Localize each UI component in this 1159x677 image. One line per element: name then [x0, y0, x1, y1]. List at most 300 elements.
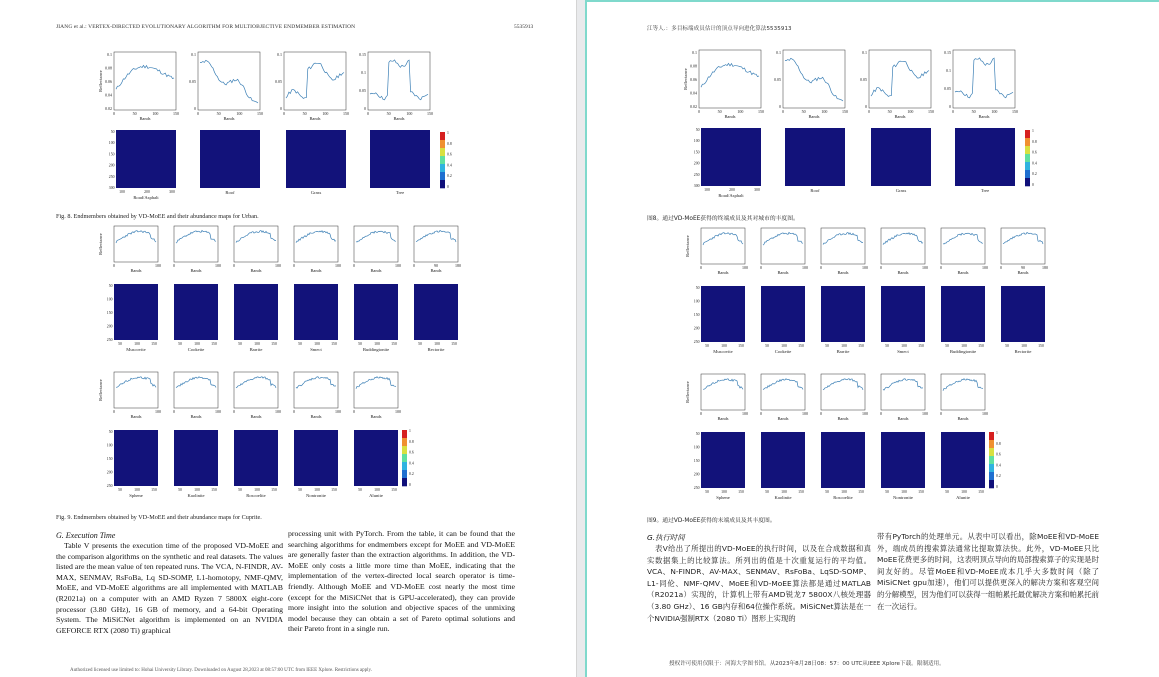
- tick-label: 150: [331, 342, 337, 346]
- x-axis-label: Bands: [430, 268, 442, 273]
- plot-frame: [174, 226, 218, 262]
- tick-label: 100: [907, 109, 914, 114]
- x-axis-label: Bands: [957, 416, 969, 421]
- tick-label: 50: [238, 342, 242, 346]
- endmember-label: Smect: [310, 347, 322, 352]
- x-axis-label: Bands: [370, 268, 382, 273]
- tick-label: 50: [238, 488, 242, 492]
- map-background: [294, 284, 338, 340]
- map-background: [174, 430, 218, 486]
- tick-label: 300: [693, 184, 700, 188]
- tick-label: 100: [106, 443, 113, 448]
- map-background: [701, 432, 745, 488]
- x-axis-label: Bands: [978, 114, 990, 119]
- tick-label: 50: [1005, 344, 1009, 348]
- plot-frame: [198, 52, 260, 110]
- spectrum-plot: [353, 226, 401, 273]
- endmember-label: Kaolinite: [774, 495, 792, 500]
- tick-label: 0.1: [361, 70, 366, 75]
- abundance-map: [200, 130, 260, 195]
- tick-label: 100: [961, 490, 967, 494]
- tick-label: 150: [151, 488, 157, 492]
- tick-label: 0: [782, 109, 784, 114]
- tick-label: 150: [798, 490, 804, 494]
- colorbar: [440, 131, 452, 189]
- tick-label: 0: [1000, 265, 1002, 270]
- colorbar-tick: 1: [1032, 129, 1034, 133]
- tick-label: 150: [858, 344, 864, 348]
- tick-label: 100: [821, 109, 828, 114]
- x-axis-label: Bands: [310, 414, 322, 419]
- endmember-label: Tree: [395, 190, 405, 195]
- endmember-label: Muscovite: [126, 347, 146, 352]
- page-number: 5535913: [514, 24, 534, 30]
- tick-label: 100: [737, 109, 744, 114]
- tick-label: 0: [700, 411, 702, 416]
- abundance-map: [107, 284, 158, 352]
- spectrum-plot: [189, 52, 263, 121]
- plot-frame: [114, 372, 158, 408]
- colorbar-tick: 0.2: [409, 472, 414, 477]
- colorbar-segment: [402, 430, 407, 438]
- plot-frame: [114, 226, 158, 262]
- plot-frame: [701, 374, 745, 410]
- tick-label: 50: [178, 342, 182, 346]
- colorbar-segment: [440, 148, 445, 156]
- tick-label: 150: [451, 342, 457, 346]
- x-axis-label: Bands: [130, 268, 142, 273]
- paragraph: 带有PyTorch的处理单元。从表中可以看出，除MoEE和VD-MoEE外，端成员的搜索算法通常比提取算法快。此外，VD-MoEE只比MoEE花费更多的时间，这表明顶点导向的局部搜索算子的实现是时间友好的。尽管MoEE和VD-MoEE成本几乎大多数时间（除了MiSiCNet gpu加速），他们可以提供更深入的解决方案和客观空间的分解模型，因为他们可以获得一组帕累托最优解决方案和帕累托前在一次运行。: [877, 532, 1099, 611]
- spectrum-plot: [293, 226, 341, 273]
- abundance-map: [354, 430, 398, 498]
- abundance-map: [370, 130, 430, 195]
- tick-label: 0: [280, 106, 282, 111]
- tick-label: 50: [108, 284, 113, 288]
- endmember-label: Road/Asphalt: [133, 195, 159, 200]
- abundance-map: [881, 286, 925, 354]
- translated-column-2: [877, 531, 1099, 612]
- tick-label: 0.04: [690, 90, 697, 96]
- y-axis-label: Reflectance: [98, 379, 103, 401]
- tick-label: 100: [922, 411, 928, 416]
- map-background: [941, 286, 985, 342]
- x-axis-label: Bands: [724, 114, 736, 119]
- tick-label: 50: [118, 488, 122, 492]
- plot-frame: [234, 372, 278, 408]
- plot-frame: [941, 228, 985, 264]
- tick-label: 100: [961, 344, 967, 348]
- y-axis-label: Reflectance: [683, 68, 688, 90]
- tick-label: 300: [108, 186, 115, 190]
- map-background: [116, 130, 176, 188]
- tick-label: 0: [173, 263, 175, 268]
- x-axis-label: Bands: [777, 270, 789, 275]
- colorbar-segment: [440, 164, 445, 172]
- spectrum-plot: [233, 372, 281, 419]
- spectrum-plot: [820, 374, 868, 421]
- tick-label: 100: [322, 111, 329, 116]
- plot-frame: [114, 52, 176, 110]
- tick-label: 200: [729, 188, 735, 192]
- spectrum-plot: [760, 374, 808, 421]
- spectrum-plot: [860, 50, 934, 119]
- tick-label: 50: [108, 430, 113, 434]
- map-background: [955, 128, 1015, 186]
- tick-label: 150: [928, 109, 934, 114]
- map-background: [370, 130, 430, 188]
- section-title: G. Execution Time: [56, 531, 116, 540]
- spectrum-plot: [820, 228, 868, 275]
- tick-label: 0.1: [946, 68, 951, 73]
- map-background: [114, 430, 158, 486]
- colorbar-segment: [402, 438, 407, 446]
- tick-label: 0.06: [690, 77, 697, 82]
- tick-label: 100: [693, 139, 700, 144]
- endmember-label: Road/Asphalt: [718, 193, 744, 198]
- tick-label: 100: [742, 265, 748, 270]
- x-axis-label: Bands: [139, 116, 151, 121]
- tick-label: 150: [427, 111, 433, 116]
- tick-label: 100: [862, 411, 868, 416]
- abundance-map: [761, 432, 805, 500]
- tick-label: 50: [110, 130, 115, 134]
- plot-frame: [761, 228, 805, 264]
- endmember-label: Nontronite: [306, 493, 326, 498]
- x-axis-label: Bands: [1017, 270, 1029, 275]
- tick-label: 100: [335, 409, 341, 414]
- spectrum-plot: [944, 50, 1018, 119]
- map-background: [234, 430, 278, 486]
- translated-figure-8-caption: 图8。通过VD-MoEE获得的终端成员及其对城市的丰度图。: [647, 216, 799, 222]
- tick-label: 150: [391, 488, 397, 492]
- colorbar-tick: 0.8: [1032, 139, 1037, 144]
- abundance-map: [871, 128, 931, 193]
- endmember-label: Nontronite: [893, 495, 913, 500]
- colorbar-segment: [402, 462, 407, 470]
- tick-label: 100: [395, 263, 401, 268]
- tick-label: 100: [134, 488, 140, 492]
- tick-label: 0.1: [191, 52, 196, 57]
- tick-label: 150: [798, 344, 804, 348]
- abundance-map: [955, 128, 1015, 193]
- x-axis-label: Bands: [777, 416, 789, 421]
- map-background: [821, 432, 865, 488]
- abundance-map: [109, 130, 176, 200]
- map-background: [701, 286, 745, 342]
- translated-header: 江等人.：多目标端成员估计的顶点导向进化算法5535913: [647, 26, 792, 32]
- tick-label: 0.02: [690, 104, 697, 109]
- tick-label: 100: [1021, 344, 1027, 348]
- tick-label: 0.08: [690, 63, 697, 69]
- colorbar-segment: [1025, 138, 1030, 146]
- tick-label: 0.05: [359, 88, 366, 93]
- abundance-map: [234, 284, 278, 352]
- tick-label: 0: [293, 409, 295, 414]
- translated-footer: 授权许可使用仅限于：河海大学图书馆。从2023年8月28日08：57：00 UTC从IEEE Xplore下载。限制适用。: [669, 661, 945, 667]
- map-background: [761, 432, 805, 488]
- colorbar-segment: [440, 172, 445, 180]
- colorbar: [402, 429, 414, 487]
- map-background: [881, 286, 925, 342]
- figure-8-caption: Fig. 8. Endmembers obtained by VD-MoEE and their abundance maps for Urban.: [56, 213, 259, 220]
- x-axis-label: Bands: [897, 270, 909, 275]
- plot-frame: [354, 226, 398, 262]
- x-axis-label: Bands: [717, 270, 729, 275]
- tick-label: 100: [395, 409, 401, 414]
- colorbar-tick: 1: [996, 431, 998, 435]
- x-axis-label: Bands: [897, 416, 909, 421]
- tick-label: 250: [108, 174, 115, 179]
- abundance-map: [785, 128, 845, 193]
- tick-label: 0.15: [359, 52, 366, 57]
- tick-label: 0.15: [944, 50, 951, 55]
- colorbar-tick: 0.8: [409, 439, 414, 444]
- x-axis-label: Bands: [250, 414, 262, 419]
- tick-label: 100: [862, 265, 868, 270]
- x-axis-label: Bands: [837, 416, 849, 421]
- tick-label: 100: [901, 490, 907, 494]
- tick-label: 150: [858, 490, 864, 494]
- x-axis-label: Bands: [957, 270, 969, 275]
- tick-label: 50: [945, 344, 949, 348]
- y-axis-label: Reflectance: [685, 381, 690, 403]
- colorbar-tick: 0.6: [996, 452, 1001, 457]
- body-column-2: [288, 529, 515, 635]
- spectrum-plot: [880, 374, 928, 421]
- colorbar-tick: 0.2: [1032, 172, 1037, 177]
- tick-label: 100: [215, 409, 221, 414]
- plot-frame: [699, 50, 761, 108]
- colorbar-tick: 0: [996, 485, 998, 489]
- plot-frame: [783, 50, 845, 108]
- tick-label: 100: [215, 263, 221, 268]
- tick-label: 0.05: [860, 77, 867, 82]
- x-axis-label: Bands: [717, 416, 729, 421]
- tick-label: 90: [434, 263, 438, 268]
- abundance-map: [694, 128, 761, 198]
- tick-label: 0.05: [774, 77, 781, 82]
- tick-label: 150: [918, 344, 924, 348]
- tick-label: 250: [693, 486, 700, 490]
- tick-label: 150: [271, 342, 277, 346]
- tick-label: 100: [335, 263, 341, 268]
- translated-page: [585, 0, 1159, 677]
- abundance-map: [354, 284, 398, 352]
- colorbar-tick: 0.6: [447, 152, 452, 157]
- colorbar-segment: [402, 454, 407, 462]
- translated-figure-9-caption: 图9。通过VD-MoEE获得的末端成员及其丰度图。: [647, 518, 776, 524]
- tick-label: 100: [108, 141, 115, 146]
- endmember-label: Sphene: [716, 495, 730, 500]
- plot-frame: [821, 228, 865, 264]
- translated-figure-9: [683, 224, 1055, 514]
- tick-label: 50: [298, 488, 302, 492]
- map-background: [821, 286, 865, 342]
- tick-label: 0: [760, 411, 762, 416]
- tick-label: 150: [108, 152, 115, 157]
- tick-label: 0: [113, 409, 115, 414]
- tick-label: 50: [717, 109, 722, 114]
- spectrum-plot: [760, 228, 808, 275]
- spectrum-plot: [774, 50, 848, 119]
- x-axis-label: Bands: [309, 116, 321, 121]
- tick-label: 100: [275, 263, 281, 268]
- tick-label: 50: [695, 128, 700, 132]
- tick-label: 0: [353, 263, 355, 268]
- tick-label: 150: [271, 488, 277, 492]
- colorbar-segment: [440, 156, 445, 164]
- tick-label: 150: [842, 109, 848, 114]
- spectrum-plot: [413, 226, 461, 273]
- tick-label: 0: [283, 111, 285, 116]
- tick-label: 50: [885, 344, 889, 348]
- spectrum-plot: [293, 372, 341, 419]
- tick-label: 50: [765, 344, 769, 348]
- tick-label: 0: [940, 265, 942, 270]
- running-header: JIANG et al.: VERTEX-DIRECTED EVOLUTIONARY ALGORITHM FOR MULTIOBJECTIVE ENDMEMBER ESTIMATION: [56, 24, 356, 30]
- map-background: [354, 284, 398, 340]
- figure-9: [96, 222, 468, 512]
- abundance-map: [941, 286, 985, 354]
- x-axis-label: Bands: [808, 114, 820, 119]
- colorbar-tick: 1: [409, 429, 411, 433]
- colorbar: [989, 431, 1001, 489]
- tick-label: 100: [802, 411, 808, 416]
- tick-label: 150: [211, 488, 217, 492]
- endmember-label: Barrite: [249, 347, 263, 352]
- colorbar-tick: 0.6: [1032, 150, 1037, 155]
- tick-label: 0: [949, 104, 951, 109]
- spectrum-plot: [685, 228, 748, 275]
- tick-label: 150: [978, 344, 984, 348]
- tick-label: 100: [721, 490, 727, 494]
- figure-8: [100, 46, 460, 216]
- tick-label: 0.05: [275, 79, 282, 84]
- endmember-label: Roof: [810, 188, 820, 193]
- map-background: [414, 284, 458, 340]
- tick-label: 50: [705, 344, 709, 348]
- tick-label: 200: [693, 161, 700, 166]
- spectrum-plot: [275, 52, 349, 121]
- x-axis-label: Bands: [837, 270, 849, 275]
- tick-label: 0: [293, 263, 295, 268]
- tick-label: 0: [194, 106, 196, 111]
- y-axis-label: Reflectance: [98, 233, 103, 255]
- colorbar-segment: [1025, 146, 1030, 154]
- tick-label: 0.08: [105, 65, 112, 71]
- tick-label: 50: [695, 286, 700, 290]
- tick-label: 50: [825, 344, 829, 348]
- tick-label: 0.1: [776, 50, 781, 55]
- abundance-map: [941, 432, 985, 500]
- tick-label: 150: [173, 111, 179, 116]
- abundance-map: [174, 284, 218, 352]
- tick-label: 50: [971, 109, 976, 114]
- paragraph: Table V presents the execution time of the proposed VD-MoEE and the comparison algorithms on the synthetic and real datasets. The values listed are the mean value of ten repeated runs. The VCA, N-FINDR, AV-MAX, SENMAV, RsFoBa, Lq SD-SOMP, L1-homotopy, NMF-QMV, MoEE, and VD-MoEE algorithms are all implemented with MATLAB (R2021a) on a computer with an AMD Ryzen 7 5800X eight-core processor (3.80 GHz), 16 GB of memory, and a 64-bit Operating System. The MiSiCNet algorithm is implemented on an NVIDIA GEFORCE RTX (2080 Ti) graphical: [56, 541, 283, 635]
- x-axis-label: Bands: [250, 268, 262, 273]
- figure-9-caption: Fig. 9. Endmembers obtained by VD-MoEE and their abundance maps for Cuprite.: [56, 514, 262, 521]
- tick-label: 50: [178, 488, 182, 492]
- endmember-label: Buddingtonite: [949, 349, 977, 354]
- tick-label: 150: [106, 311, 113, 315]
- tick-label: 50: [216, 111, 221, 116]
- tick-label: 0: [940, 411, 942, 416]
- tick-label: 150: [151, 342, 157, 346]
- tick-label: 300: [754, 188, 760, 192]
- tick-label: 100: [781, 344, 787, 348]
- tick-label: 100: [991, 109, 998, 114]
- colorbar-segment: [1025, 130, 1030, 138]
- endmember-label: Grass: [895, 188, 907, 193]
- tick-label: 100: [841, 490, 847, 494]
- tick-label: 0: [173, 409, 175, 414]
- tick-label: 0: [779, 104, 781, 109]
- tick-label: 100: [134, 342, 140, 346]
- tick-label: 150: [1038, 344, 1044, 348]
- tick-label: 0.04: [105, 92, 112, 98]
- tick-label: 50: [695, 432, 700, 436]
- colorbar-segment: [440, 132, 445, 140]
- colorbar-segment: [1025, 170, 1030, 178]
- tick-label: 50: [765, 490, 769, 494]
- x-axis-label: Bands: [190, 268, 202, 273]
- colorbar-tick: 0.2: [996, 474, 1001, 479]
- tick-label: 0.05: [944, 86, 951, 91]
- tick-label: 0: [865, 104, 867, 109]
- plot-frame: [368, 52, 430, 110]
- abundance-map: [286, 130, 346, 195]
- tick-label: 50: [418, 342, 422, 346]
- tick-label: 0: [880, 265, 882, 270]
- spectrum-plot: [353, 372, 401, 419]
- tick-label: 0: [820, 411, 822, 416]
- tick-label: 100: [901, 344, 907, 348]
- colorbar-segment: [989, 456, 994, 464]
- endmember-label: Cookeite: [187, 347, 205, 352]
- spectrum-plot: [173, 226, 221, 273]
- tick-label: 100: [922, 265, 928, 270]
- tick-label: 150: [738, 344, 744, 348]
- tick-label: 200: [106, 324, 113, 329]
- abundance-map: [234, 430, 278, 498]
- colorbar-tick: 0.8: [996, 441, 1001, 446]
- map-background: [200, 130, 260, 188]
- colorbar-segment: [989, 448, 994, 456]
- tick-label: 50: [118, 342, 122, 346]
- endmember-label: Alunite: [369, 493, 383, 498]
- abundance-map: [694, 286, 745, 354]
- tick-label: 100: [721, 344, 727, 348]
- x-axis-label: Bands: [130, 414, 142, 419]
- tick-label: 0: [700, 265, 702, 270]
- tick-label: 50: [132, 111, 137, 116]
- tick-label: 100: [704, 188, 710, 192]
- colorbar-segment: [440, 180, 445, 188]
- map-background: [701, 128, 761, 186]
- tick-label: 50: [887, 109, 892, 114]
- x-axis-label: Bands: [894, 114, 906, 119]
- spectrum-plot: [880, 228, 928, 275]
- colorbar-tick: 0.4: [1032, 161, 1037, 166]
- tick-label: 100: [693, 299, 700, 304]
- y-axis-label: Reflectance: [98, 70, 103, 92]
- tick-label: 100: [434, 342, 440, 346]
- tick-label: 50: [302, 111, 307, 116]
- colorbar-segment: [402, 446, 407, 454]
- spectrum-plot: [1000, 228, 1048, 275]
- tick-label: 200: [144, 190, 150, 194]
- colorbar-segment: [1025, 178, 1030, 186]
